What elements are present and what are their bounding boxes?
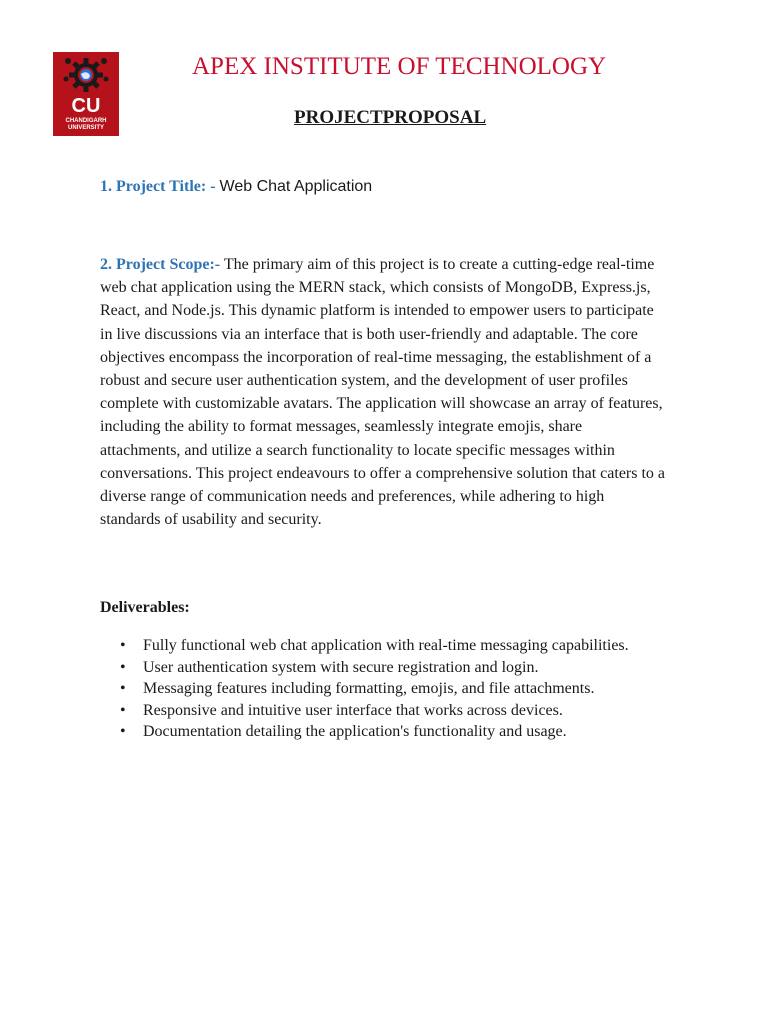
bullet-icon: • [120, 723, 126, 740]
list-item [100, 721, 666, 743]
list-item-text: User authentication system with secure registration and login. [143, 658, 539, 676]
project-title-value: Web Chat Application [219, 178, 373, 195]
gear-emblem-icon [53, 52, 119, 96]
bullet-icon: • [120, 637, 126, 654]
project-title-line [100, 176, 372, 198]
university-logo [53, 52, 119, 136]
list-item-text: Responsive and intuitive user interface that works across devices. [143, 701, 563, 719]
deliverables-heading: Deliverables: [100, 599, 190, 616]
document-title: PROJECTPROPOSAL [294, 107, 487, 128]
list-item [100, 635, 666, 657]
list-item [100, 657, 666, 679]
logo-line-1: CHANDIGARH [65, 118, 107, 124]
logo-line-2: UNIVERSITY [67, 125, 104, 131]
list-item [100, 678, 666, 700]
list-item [100, 700, 666, 722]
project-scope-label: 2. Project Scope:- [100, 256, 221, 273]
list-item-text: Documentation detailing the application's functionality and usage. [143, 723, 567, 740]
project-scope-text: The primary aim of this project is to create a cutting-edge real-time web chat application using the MERN stack, which consists of MongoDB, Express.js, React, and Node.js. This dynamic platform is intended to empower users to participate in live discussions via an interface that is both user-friendly and adaptable. The core objectives encompass the incorporation of real-time messaging, the establishment of a robust and secure user authentication system, and the development of user profiles complete with customizable avatars. The application will showcase an array of features, including the ability to format messages, seamlessly integrate emojis, share attachments, and utilize a search functionality to locate specific messages within conversations. This project endeavours to offer a comprehensive solution that caters to a diverse range of communication needs and preferences, while adhering to high standards of usability and security. [100, 256, 666, 529]
project-scope-paragraph [100, 253, 666, 531]
project-title-label: 1. Project Title: - [100, 178, 220, 195]
bullet-icon: • [120, 658, 126, 676]
deliverables-list [100, 635, 666, 743]
logo-initials: CU [71, 95, 101, 117]
bullet-icon: • [120, 680, 126, 697]
list-item-text: Fully functional web chat application with real-time messaging capabilities. [143, 637, 629, 654]
institute-name: APEX INSTITUTE OF TECHNOLOGY [192, 53, 607, 80]
list-item-text: Messaging features including formatting, emojis, and file attachments. [143, 680, 595, 697]
bullet-icon: • [120, 701, 126, 719]
logo-university-name [53, 118, 119, 132]
